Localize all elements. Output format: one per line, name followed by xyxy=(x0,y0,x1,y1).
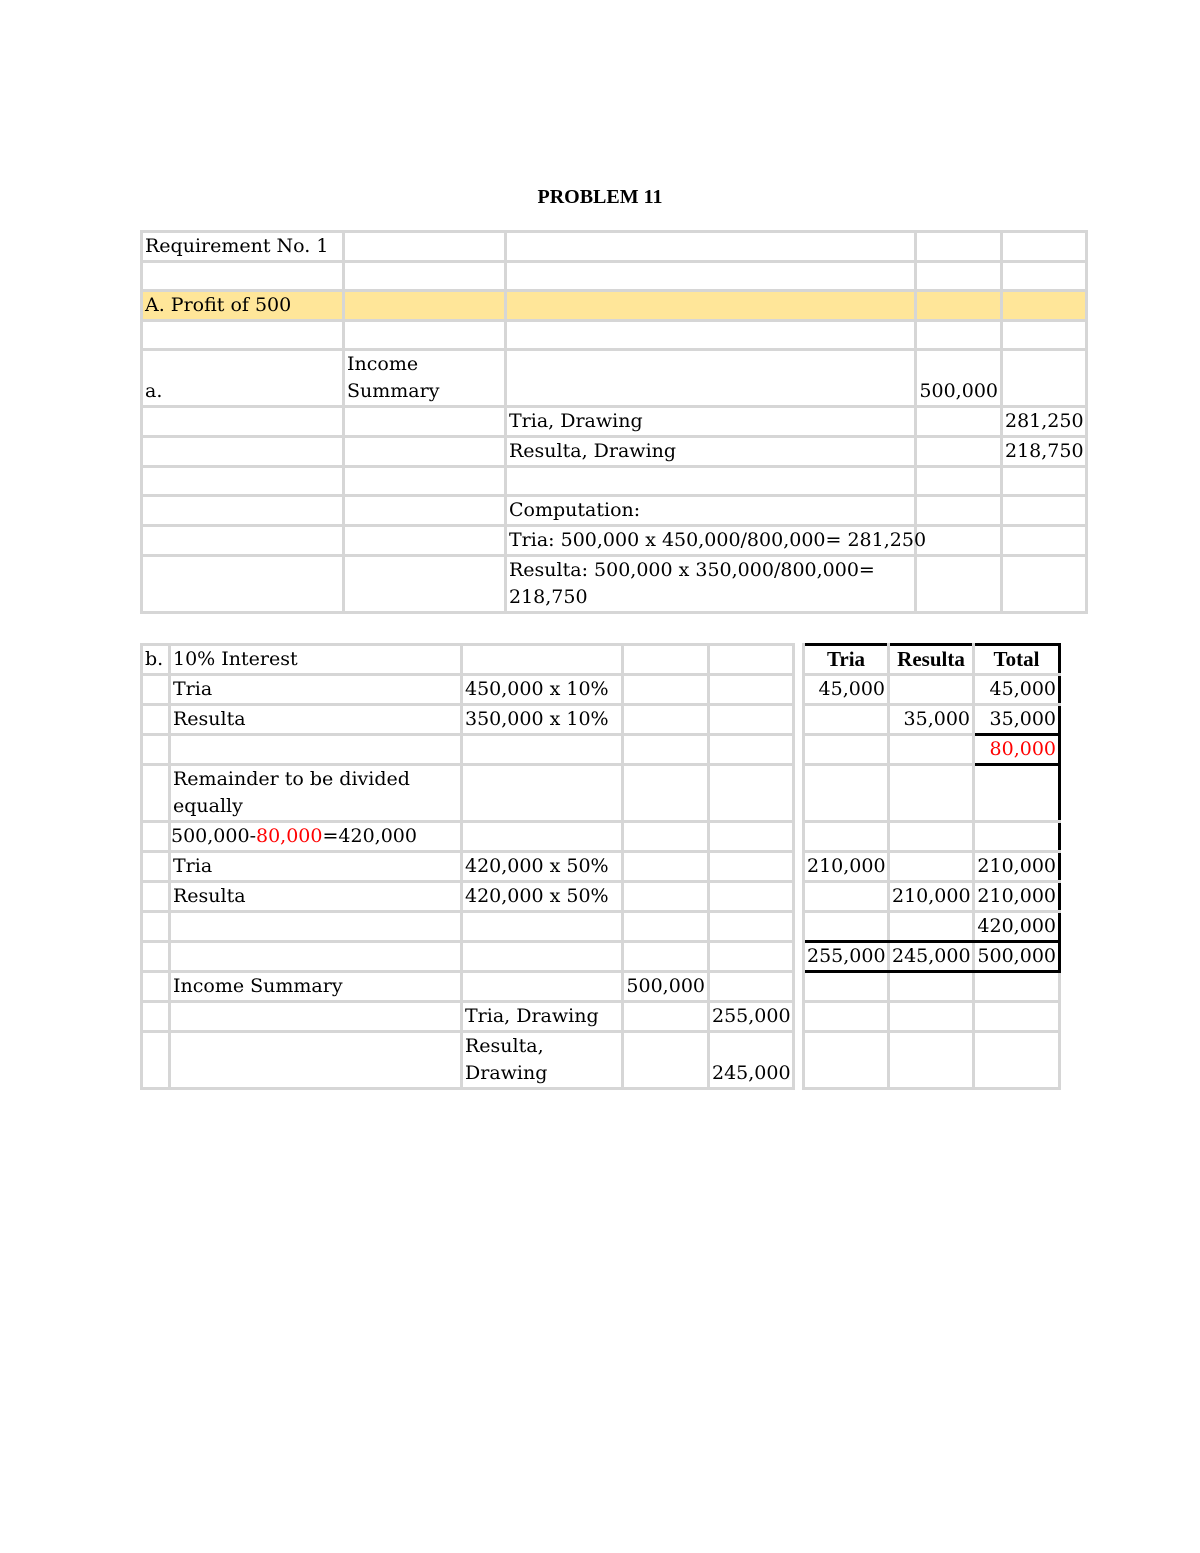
remainder-total: 420,000 xyxy=(974,912,1060,942)
table-row xyxy=(142,765,1060,822)
partner-name: Resulta xyxy=(170,882,462,912)
section-heading: A. Profit of 500 xyxy=(142,291,344,321)
header-total: Total xyxy=(974,645,1060,675)
table-row xyxy=(142,526,1087,556)
resulta-value: 35,000 xyxy=(889,705,974,735)
credit-amount: 281,250 xyxy=(1002,407,1087,437)
entry-label: a. xyxy=(142,350,344,407)
interest-table xyxy=(140,643,1061,1090)
interest-total: 80,000 xyxy=(974,735,1060,765)
account-name: Income Summary xyxy=(344,350,506,407)
calc: 450,000 x 10% xyxy=(462,675,623,705)
calc: 420,000 x 50% xyxy=(462,882,623,912)
credit-amount: 255,000 xyxy=(709,1002,794,1032)
account-name: Tria, Drawing xyxy=(506,407,916,437)
table-row xyxy=(142,645,1060,675)
remainder-formula: 500,000-80,000=420,000 xyxy=(170,822,462,852)
partner-name: Tria xyxy=(170,675,462,705)
table-row xyxy=(142,262,1087,291)
grand-resulta: 245,000 xyxy=(889,942,974,972)
account-name: Income Summary xyxy=(170,972,462,1002)
total-value: 210,000 xyxy=(974,882,1060,912)
table-row xyxy=(142,232,1087,262)
credit-amount: 218,750 xyxy=(1002,437,1087,467)
table-row xyxy=(142,942,1060,972)
requirement-label: Requirement No. 1 xyxy=(142,232,344,262)
section-heading: 10% Interest xyxy=(170,645,462,675)
header-resulta: Resulta xyxy=(889,645,974,675)
table-row xyxy=(142,467,1087,496)
table-row xyxy=(142,350,1087,407)
debit-amount: 500,000 xyxy=(916,350,1002,407)
credit-amount: 245,000 xyxy=(709,1032,794,1089)
total-value: 210,000 xyxy=(974,852,1060,882)
requirement-table xyxy=(140,230,1088,614)
entry-label: b. xyxy=(142,645,170,675)
table-row xyxy=(142,1002,1060,1032)
section-row xyxy=(142,291,1087,321)
table-row xyxy=(142,822,1060,852)
table-row xyxy=(142,556,1087,613)
computation-line: Tria: 500,000 x 450,000/800,000= 281,250 xyxy=(506,526,916,556)
computation-line: Resulta: 500,000 x 350,000/800,000= 218,750 xyxy=(506,556,916,613)
remainder-label: Remainder to be divided equally xyxy=(170,765,462,822)
calc: 420,000 x 50% xyxy=(462,852,623,882)
account-name: Resulta, Drawing xyxy=(462,1032,623,1089)
header-tria: Tria xyxy=(804,645,889,675)
partner-name: Resulta xyxy=(170,705,462,735)
table-row xyxy=(142,496,1087,526)
debit-amount: 500,000 xyxy=(623,972,709,1002)
table-row xyxy=(142,972,1060,1002)
table-row xyxy=(142,437,1087,467)
table-row xyxy=(142,852,1060,882)
table-row xyxy=(142,321,1087,350)
resulta-value: 210,000 xyxy=(889,882,974,912)
table-row xyxy=(142,407,1087,437)
computation-heading: Computation: xyxy=(506,496,916,526)
tria-value: 45,000 xyxy=(804,675,889,705)
table-row xyxy=(142,735,1060,765)
calc: 350,000 x 10% xyxy=(462,705,623,735)
table-row xyxy=(142,705,1060,735)
total-value: 45,000 xyxy=(974,675,1060,705)
grand-total: 500,000 xyxy=(974,942,1060,972)
table-row xyxy=(142,882,1060,912)
account-name: Tria, Drawing xyxy=(462,1002,623,1032)
grand-tria: 255,000 xyxy=(804,942,889,972)
table-row xyxy=(142,912,1060,942)
table-row xyxy=(142,675,1060,705)
table-row xyxy=(142,1032,1060,1089)
account-name: Resulta, Drawing xyxy=(506,437,916,467)
partner-name: Tria xyxy=(170,852,462,882)
tria-value: 210,000 xyxy=(804,852,889,882)
total-value: 35,000 xyxy=(974,705,1060,735)
page-title: PROBLEM 11 xyxy=(537,186,663,208)
